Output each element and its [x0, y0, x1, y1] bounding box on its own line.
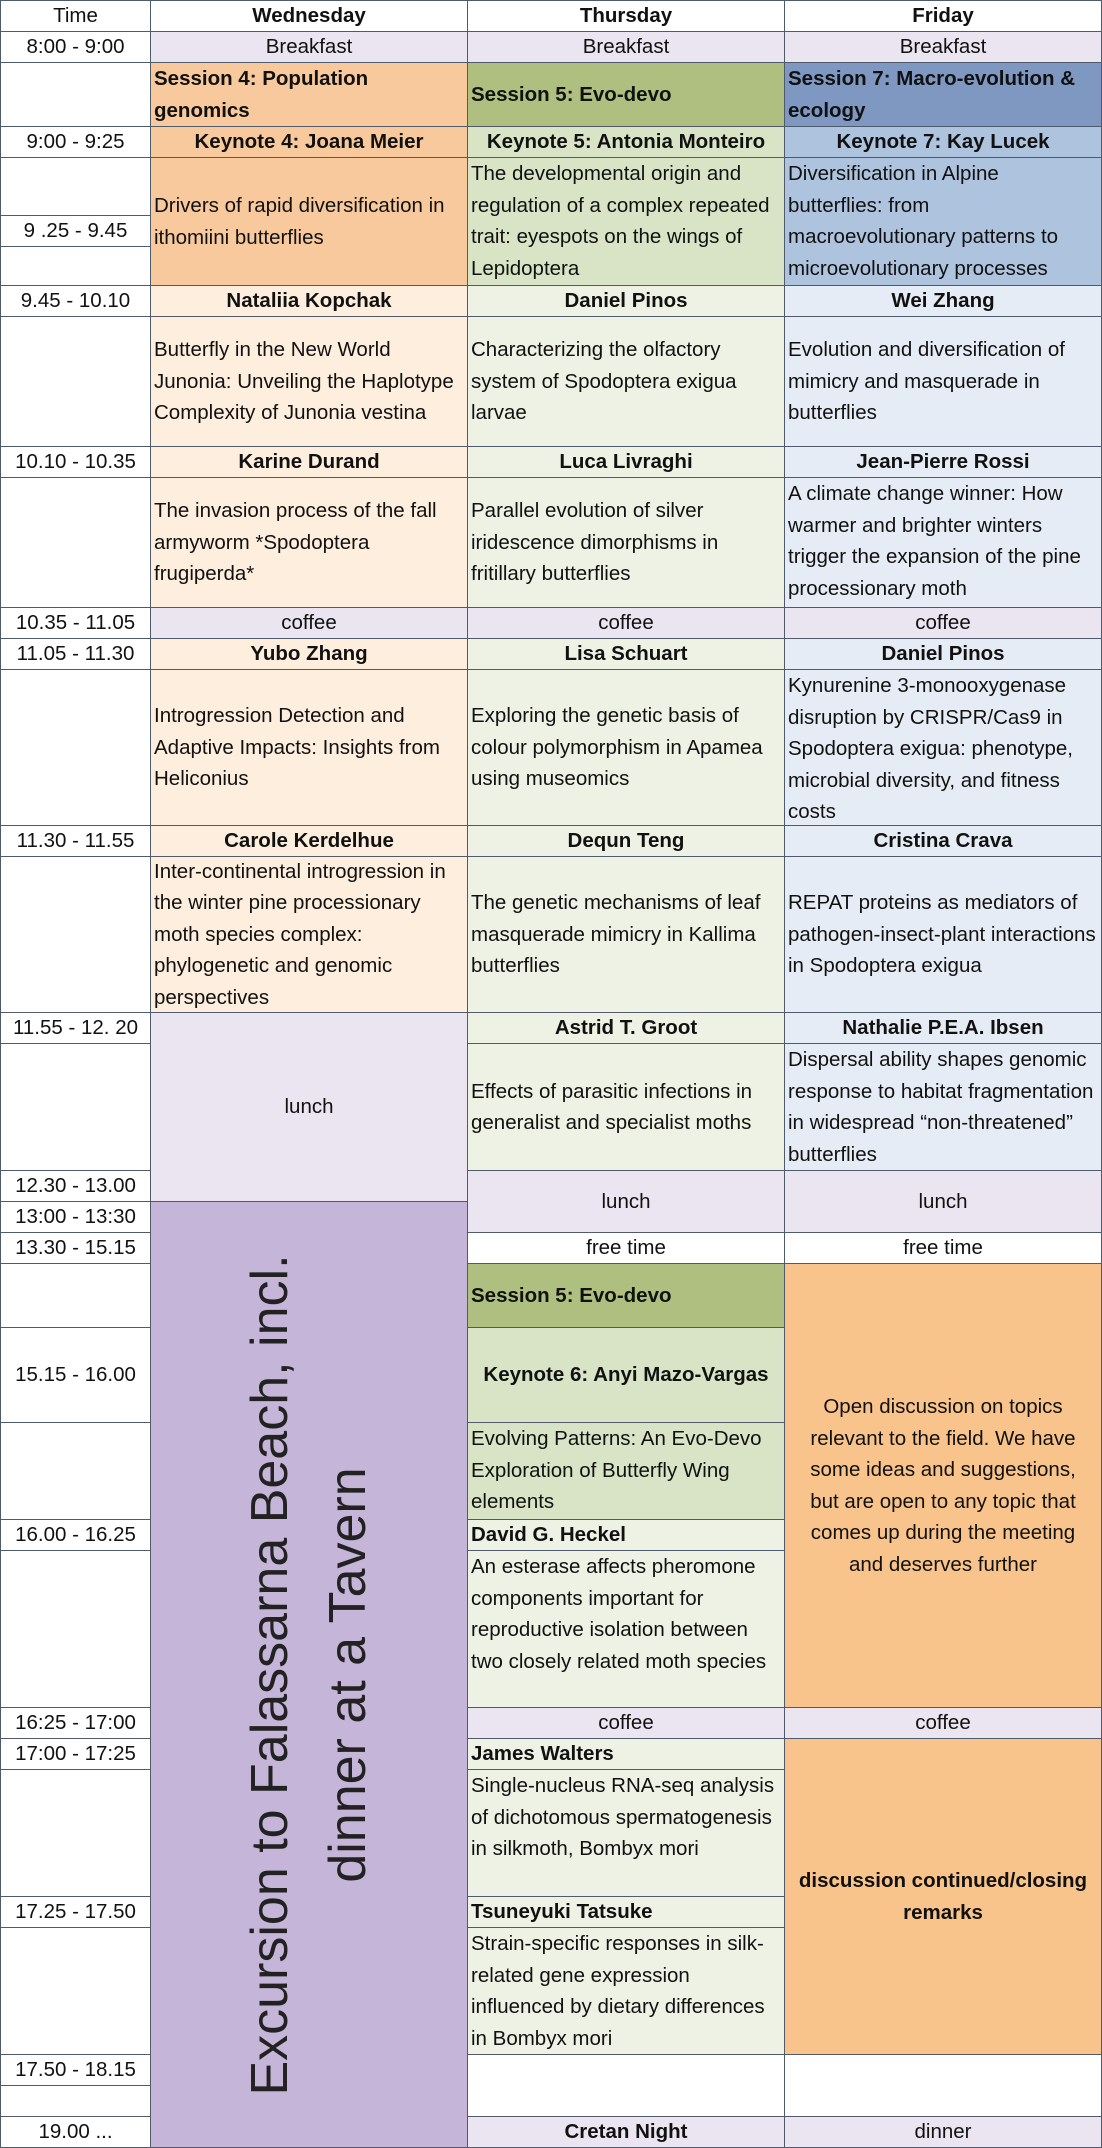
- header-wednesday: Wednesday: [150, 0, 468, 32]
- wed-breakfast: Breakfast: [150, 31, 468, 63]
- thu-talk-title: Exploring the genetic basis of colour polymorphism in Apamea using museomics: [467, 669, 785, 826]
- wed-keynote-talk: Drivers of rapid diversification in ithomiini butterflies: [150, 157, 468, 286]
- fri-talk-title: Evolution and diversification of mimicry and masquerade in butterflies: [784, 316, 1102, 447]
- wed-keynote-speaker: Keynote 4: Joana Meier: [150, 126, 468, 158]
- thu-speaker-name: David G. Heckel: [467, 1519, 785, 1551]
- time-slot-empty: [0, 1422, 151, 1520]
- wed-speaker-name: Karine Durand: [150, 446, 468, 478]
- thu-talk-title: Characterizing the olfactory system of Spodoptera exigua larvae: [467, 316, 785, 447]
- fri-empty: [784, 2054, 1102, 2117]
- excursion-text: Excursion to Falassarna Beach, incl. dinner at a Tavern: [241, 1253, 377, 2096]
- time-slot-empty: [0, 246, 151, 286]
- time-slot: 11.55 - 12. 20: [0, 1012, 151, 1044]
- thu-session-title: Session 5: Evo-devo: [467, 62, 785, 127]
- thu-coffee: coffee: [467, 607, 785, 639]
- thu-speaker-name: Lisa Schuart: [467, 638, 785, 670]
- wed-talk-title: Butterfly in the New World Junonia: Unveiling the Haplotype Complexity of Junonia vestina: [150, 316, 468, 447]
- fri-dinner: dinner: [784, 2116, 1102, 2148]
- fri-speaker-name: Nathalie P.E.A. Ibsen: [784, 1012, 1102, 1044]
- time-slot: 10.35 - 11.05: [0, 607, 151, 639]
- time-slot: 13:00 - 13:30: [0, 1201, 151, 1233]
- thu-talk-title: Effects of parasitic infections in generalist and specialist moths: [467, 1043, 785, 1171]
- thu-free-time: free time: [467, 1232, 785, 1264]
- thu-talk-title: Strain-specific responses in silk-related gene expression influenced by dietary differences in Bombyx mori: [467, 1927, 785, 2055]
- thu-speaker-name: Tsuneyuki Tatsuke: [467, 1896, 785, 1928]
- fri-free-time: free time: [784, 1232, 1102, 1264]
- time-slot-empty: [0, 1769, 151, 1897]
- thu-breakfast: Breakfast: [467, 31, 785, 63]
- thu-keynote-speaker: Keynote 6: Anyi Mazo-Vargas: [467, 1327, 785, 1423]
- thu-keynote-speaker: Keynote 5: Antonia Monteiro: [467, 126, 785, 158]
- wed-lunch: lunch: [150, 1012, 468, 1202]
- time-slot: 16:25 - 17:00: [0, 1707, 151, 1739]
- thu-talk-title: The genetic mechanisms of leaf masquerade mimicry in Kallima butterflies: [467, 856, 785, 1013]
- time-slot: 9:00 - 9:25: [0, 126, 151, 158]
- time-slot: 9 .25 - 9.45: [0, 215, 151, 247]
- fri-coffee: coffee: [784, 1707, 1102, 1739]
- thu-coffee: coffee: [467, 1707, 785, 1739]
- fri-talk-title: Dispersal ability shapes genomic response to habitat fragmentation in widespread “non-threatened” butterflies: [784, 1043, 1102, 1171]
- thu-talk-title: An esterase affects pheromone components important for reproductive isolation between two closely related moth species: [467, 1550, 785, 1708]
- time-slot: 15.15 - 16.00: [0, 1327, 151, 1423]
- header-friday: Friday: [784, 0, 1102, 32]
- time-slot: 19.00 ...: [0, 2116, 151, 2148]
- fri-speaker-name: Wei Zhang: [784, 285, 1102, 317]
- time-slot: 9.45 - 10.10: [0, 285, 151, 317]
- thu-cretan-night: Cretan Night: [467, 2116, 785, 2148]
- time-slot: 11.30 - 11.55: [0, 825, 151, 857]
- fri-speaker-name: Daniel Pinos: [784, 638, 1102, 670]
- wed-speaker-name: Nataliia Kopchak: [150, 285, 468, 317]
- fri-coffee: coffee: [784, 607, 1102, 639]
- fri-speaker-name: Cristina Crava: [784, 825, 1102, 857]
- time-slot: 11.05 - 11.30: [0, 638, 151, 670]
- thu-speaker-name: Daniel Pinos: [467, 285, 785, 317]
- time-slot-empty: [0, 1927, 151, 2055]
- time-slot-empty: [0, 856, 151, 1013]
- wed-speaker-name: Carole Kerdelhue: [150, 825, 468, 857]
- time-slot: 17:00 - 17:25: [0, 1738, 151, 1770]
- time-slot: 17.50 - 18.15: [0, 2054, 151, 2086]
- wed-talk-title: Inter-continental introgression in the winter pine processionary moth species complex: phylogenetic and genomic perspectives: [150, 856, 468, 1013]
- time-slot-empty: [0, 316, 151, 447]
- thu-speaker-name: Dequn Teng: [467, 825, 785, 857]
- thu-speaker-name: Astrid T. Groot: [467, 1012, 785, 1044]
- time-slot-empty: [0, 1263, 151, 1328]
- fri-lunch: lunch: [784, 1170, 1102, 1233]
- fri-open-discussion: Open discussion on topics relevant to the field. We have some ideas and suggestions, but are open to any topic that comes up during the meeting and deserves further: [784, 1263, 1102, 1708]
- time-slot: 8:00 - 9:00: [0, 31, 151, 63]
- time-slot-empty: [0, 2085, 151, 2117]
- time-slot-empty: [0, 477, 151, 608]
- fri-keynote-speaker: Keynote 7: Kay Lucek: [784, 126, 1102, 158]
- thu-session-title: Session 5: Evo-devo: [467, 1263, 785, 1328]
- fri-breakfast: Breakfast: [784, 31, 1102, 63]
- wed-talk-title: The invasion process of the fall armyworm *Spodoptera frugiperda*: [150, 477, 468, 608]
- fri-talk-title: Kynurenine 3-monooxygenase disruption by CRISPR/Cas9 in Spodoptera exigua: phenotype, microbial diversity, and fitness costs: [784, 669, 1102, 826]
- time-slot-empty: [0, 62, 151, 127]
- thu-speaker-name: James Walters: [467, 1738, 785, 1770]
- wed-speaker-name: Yubo Zhang: [150, 638, 468, 670]
- fri-talk-title: REPAT proteins as mediators of pathogen-insect-plant interactions in Spodoptera exigua: [784, 856, 1102, 1013]
- wed-session-title: Session 4: Population genomics: [150, 62, 468, 127]
- fri-keynote-talk: Diversification in Alpine butterflies: from macroevolutionary patterns to microevolutionary processes: [784, 157, 1102, 286]
- time-slot: 17.25 - 17.50: [0, 1896, 151, 1928]
- time-slot: 10.10 - 10.35: [0, 446, 151, 478]
- time-slot-empty: [0, 1043, 151, 1171]
- thu-talk-title: Parallel evolution of silver iridescence dimorphisms in fritillary butterflies: [467, 477, 785, 608]
- time-slot: 16.00 - 16.25: [0, 1519, 151, 1551]
- wed-talk-title: Introgression Detection and Adaptive Impacts: Insights from Heliconius: [150, 669, 468, 826]
- time-slot: 13.30 - 15.15: [0, 1232, 151, 1264]
- fri-session-title: Session 7: Macro-evolution & ecology: [784, 62, 1102, 127]
- header-thursday: Thursday: [467, 0, 785, 32]
- thu-keynote-talk: The developmental origin and regulation of a complex repeated trait: eyespots on the wings of Lepidoptera: [467, 157, 785, 286]
- thu-talk-title: Single-nucleus RNA-seq analysis of dichotomous spermatogenesis in silkmoth, Bombyx mori: [467, 1769, 785, 1897]
- fri-talk-title: A climate change winner: How warmer and brighter winters trigger the expansion of the pine processionary moth: [784, 477, 1102, 608]
- fri-closing-remarks: discussion continued/closing remarks: [784, 1738, 1102, 2055]
- thu-lunch: lunch: [467, 1170, 785, 1233]
- header-time: Time: [0, 0, 151, 32]
- time-slot-empty: [0, 1550, 151, 1708]
- wed-excursion: [150, 1201, 468, 2148]
- thu-empty: [467, 2054, 785, 2117]
- thu-keynote-talk: Evolving Patterns: An Evo-Devo Exploration of Butterfly Wing elements: [467, 1422, 785, 1520]
- wed-coffee: coffee: [150, 607, 468, 639]
- time-slot: 12.30 - 13.00: [0, 1170, 151, 1202]
- thu-speaker-name: Luca Livraghi: [467, 446, 785, 478]
- fri-speaker-name: Jean-Pierre Rossi: [784, 446, 1102, 478]
- time-slot-empty: [0, 669, 151, 826]
- time-slot-empty: [0, 157, 151, 216]
